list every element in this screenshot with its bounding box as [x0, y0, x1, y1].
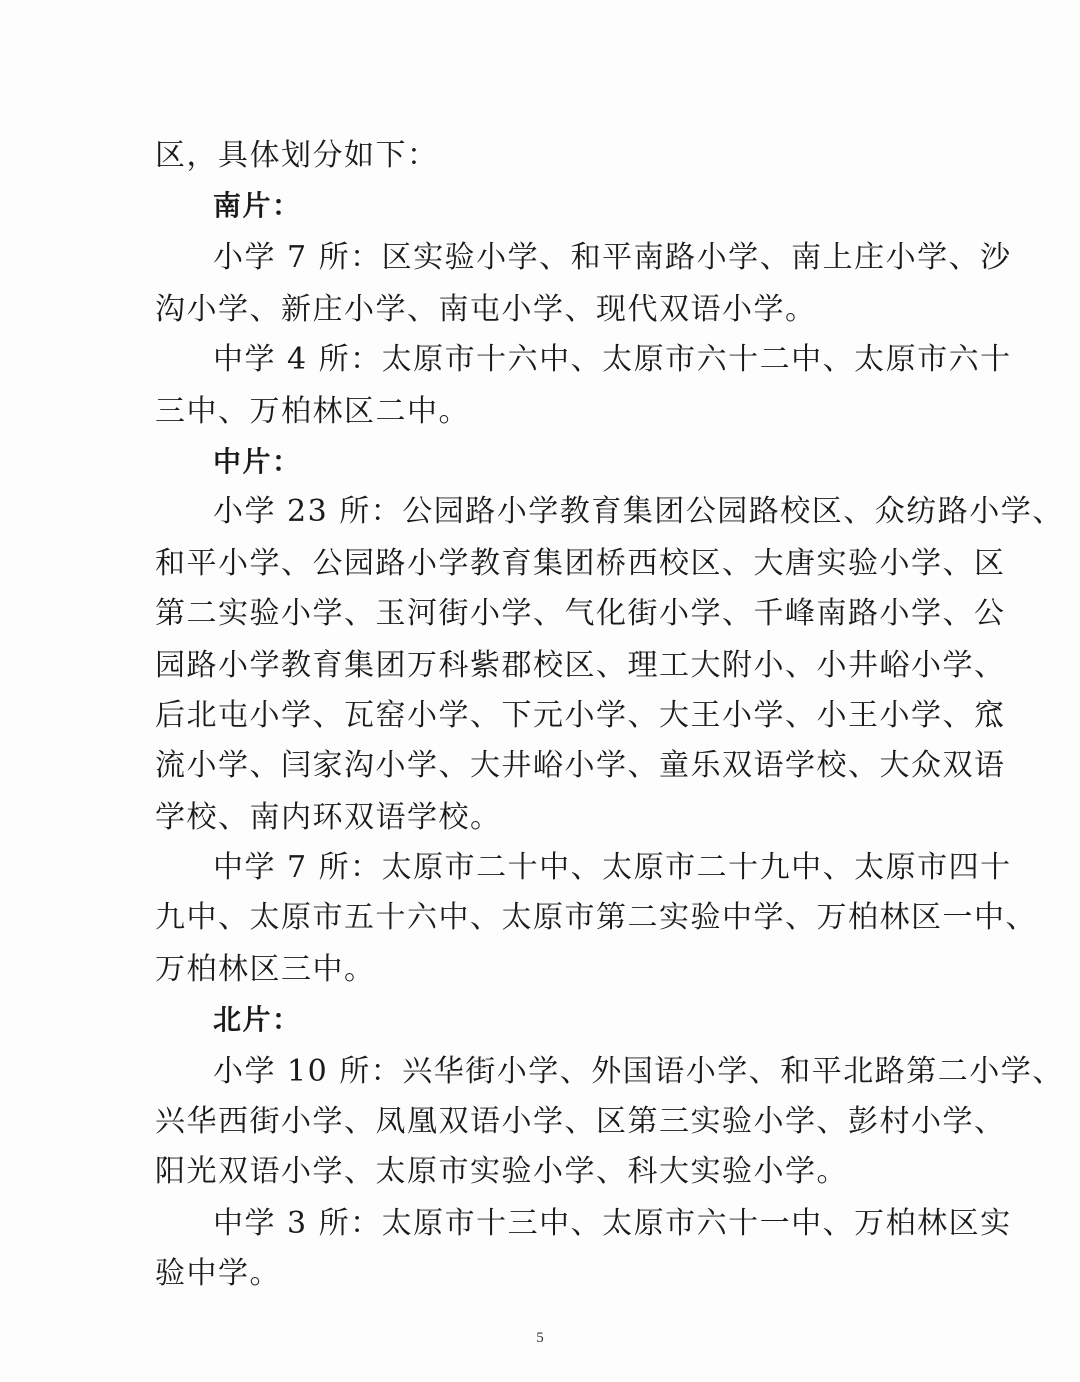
- south-middle-line: 三中、万柏林区二中。: [155, 394, 470, 429]
- south-primary-line: 沟小学、新庄小学、南屯小学、现代双语小学。: [155, 292, 817, 327]
- section-heading-north: 北片：: [213, 1003, 302, 1036]
- intro-line: 区，具体划分如下：: [155, 138, 439, 173]
- north-middle-line: 验中学。: [155, 1256, 281, 1291]
- central-primary-line: 第二实验小学、玉河街小学、气化街小学、千峰南路小学、公: [155, 596, 1006, 631]
- central-middle-line: 中学 7 所：太原市二十中、太原市二十九中、太原市四十: [213, 850, 1012, 885]
- north-primary-line: 兴华西街小学、凤凰双语小学、区第三实验小学、彭村小学、: [155, 1104, 1006, 1139]
- south-middle-line: 中学 4 所：太原市十六中、太原市六十二中、太原市六十: [213, 342, 1012, 377]
- central-middle-line: 九中、太原市五十六中、太原市第二实验中学、万柏林区一中、: [155, 900, 1037, 935]
- central-primary-line: 流小学、闫家沟小学、大井峪小学、童乐双语学校、大众双语: [155, 748, 1006, 783]
- section-heading-south: 南片：: [213, 189, 302, 222]
- north-primary-line: 阳光双语小学、太原市实验小学、科大实验小学。: [155, 1154, 848, 1189]
- north-primary-line: 小学 10 所：兴华街小学、外国语小学、和平北路第二小学、: [213, 1054, 1064, 1089]
- section-heading-central: 中片：: [213, 445, 302, 478]
- central-middle-line: 万柏林区三中。: [155, 952, 376, 987]
- page-number: 5: [536, 1330, 544, 1346]
- north-middle-line: 中学 3 所：太原市十三中、太原市六十一中、万柏林区实: [213, 1206, 1012, 1241]
- central-primary-line: 小学 23 所：公园路小学教育集团公园路校区、众纺路小学、: [213, 494, 1064, 529]
- central-primary-line: 园路小学教育集团万科紫郡校区、理工大附小、小井峪小学、: [155, 648, 1006, 683]
- central-primary-line: 后北屯小学、瓦窑小学、下元小学、大王小学、小王小学、窊: [155, 698, 1006, 733]
- central-primary-line: 和平小学、公园路小学教育集团桥西校区、大唐实验小学、区: [155, 546, 1006, 581]
- central-primary-line: 学校、南内环双语学校。: [155, 800, 502, 835]
- south-primary-line: 小学 7 所：区实验小学、和平南路小学、南上庄小学、沙: [213, 240, 1012, 275]
